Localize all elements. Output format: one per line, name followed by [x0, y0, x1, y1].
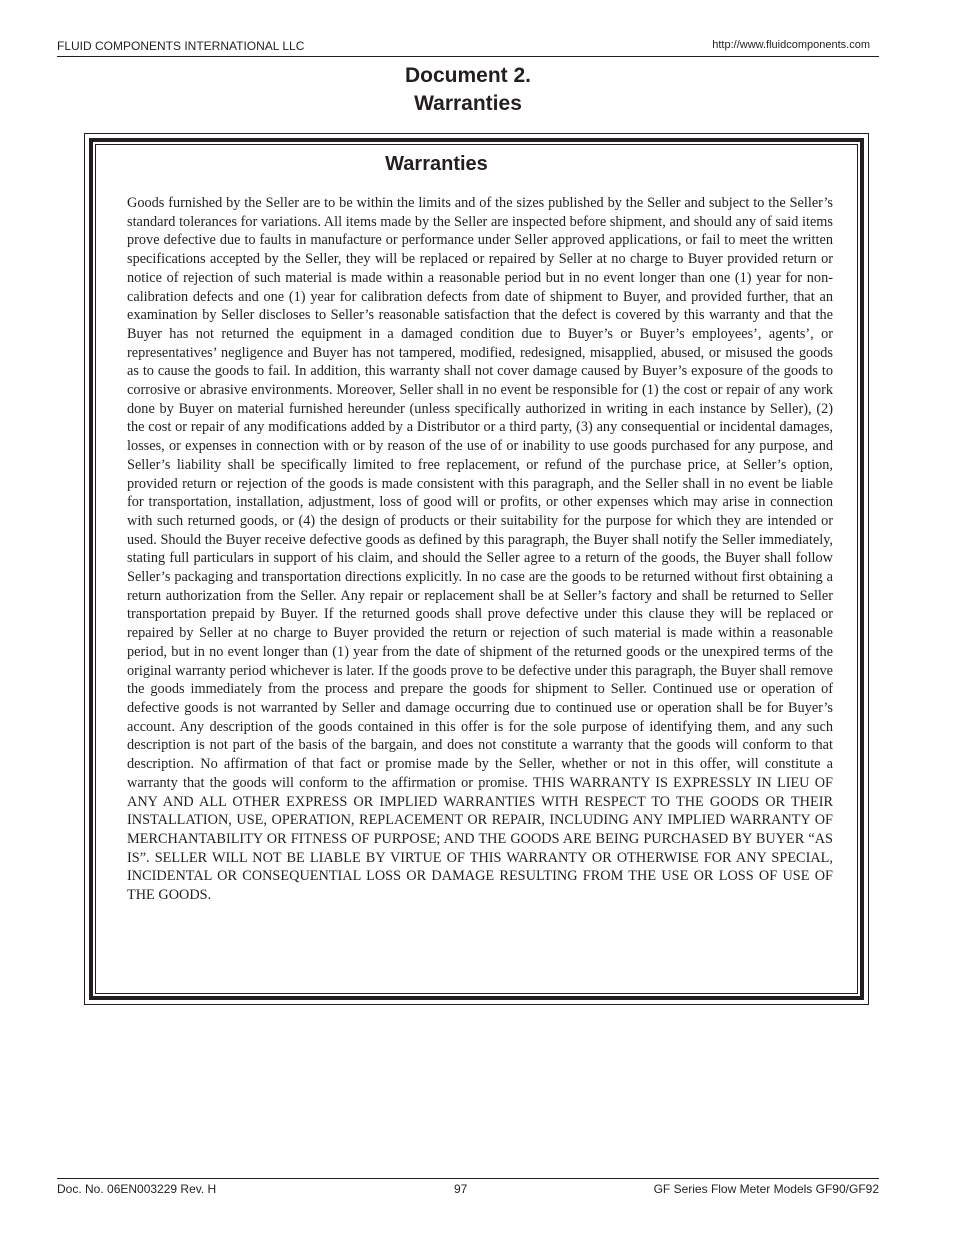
company-name: FLUID COMPONENTS INTERNATIONAL LLC: [57, 39, 305, 53]
page-header: [57, 38, 879, 57]
document-title: [0, 62, 936, 118]
document-title-line2: Warranties: [414, 92, 522, 115]
product-name: GF Series Flow Meter Models GF90/GF92: [653, 1182, 879, 1196]
page-footer: [57, 1178, 879, 1199]
document-title-line1: Document 2.: [404, 64, 532, 87]
company-url[interactable]: http://www.fluidcomponents.com: [712, 39, 870, 51]
page-number: 97: [454, 1182, 468, 1196]
warranty-body-text: Goods furnished by the Seller are to be within the limits and of the sizes published by the Seller and subject to the Seller’s standard tolerances for variations. All items made by the Seller are inspected before shipment, and should any of said items prove defective due to faults in manufacture or performance under Seller approved applications, or fail to meet the written specifications accepted by the Seller, they will be replaced or repaired by Seller at no charge to Buyer provided return or notice of rejection of such material is made within a reasonable period but in no event longer than one (1) year for non-calibration defects and one (1) year for calibration defects from date of shipment to Buyer, and provided further, that an examination by Seller discloses to Seller’s reasonable satisfaction that the defect is covered by this warranty and that the Buyer has not returned the equipment in a damaged condition due to Buyer’s or Buyer’s employees’, agents’, or representatives’ negligence and Buyer has not tampered, modified, redesigned, misapplied, abused, or misused the goods as to cause the goods to fail. In addition, this warranty shall not cover damage caused by Buyer’s exposure of the goods to corrosive or abrasive environments. Moreover, Seller shall in no event be responsible for (1) the cost or repair of any work done by Buyer on material furnished hereunder (unless specifically authorized in writing in each instance by Seller), (2) the cost or repair of any modifications added by a Distributor or a third party, (3) any consequential or incidental damages, losses, or expenses in connection with or by reason of the use of or inability to use goods purchased for any purpose, and Seller’s liability shall be specifically limited to free replacement, or refund of the purchase price, at Seller’s option, provided return or rejection of the goods is made consistent with this paragraph, and the Seller shall in no event be liable for transportation, installation, adjustment, loss of good will or profits, or other expenses which may arise in connection with such returned goods, or (4) the design of products or their suitability for the purpose for which they are intended or used. Should the Buyer receive defective goods as defined by this paragraph, the Buyer shall notify the Seller immediately, stating full particulars in support of his claim, and should the Seller agree to a return of the goods, the Buyer shall follow Seller’s packaging and transportation directions explicitly. In no case are the goods to be returned without first obtaining a return authorization from the Seller. Any repair or replacement shall be at Seller’s factory and shall be returned to Seller transportation prepaid by Buyer. If the returned goods shall prove defective under this clause they will be replaced or repaired by Seller at no charge to Buyer provided the return or rejection of such material is made within a reasonable period, but in no event longer than (1) year from the date of shipment of the returned goods or the unexpired terms of the original warranty period whichever is later. If the goods prove to be defective under this paragraph, the Buyer shall remove the goods immediately from the process and prepare the goods for shipment to Seller. Continued use or operation of defective goods is not warranted by Seller and damage occurring due to continued use or operation shall be for Buyer’s account. Any description of the goods contained in this offer is for the sole purpose of identifying them, and any such description is not part of the basis of the bargain, and does not constitute a warranty that the goods will conform to that description. No affirmation of that fact or promise made by the Seller, whether or not in this offer, will constitute a warranty that the goods will conform to the affirmation or promise. THIS WARRANTY IS EXPRESSLY IN LIEU OF ANY AND ALL OTHER EXPRESS OR IMPLIED WARRANTIES WITH RESPECT TO THE GOODS OR THEIR INSTALLATION, USE, OPERATION, REPLACEMENT OR REPAIR, INCLUDING ANY IMPLIED WARRANTY OF MERCHANTABILITY OR FITNESS OF PURPOSE; AND THE GOODS ARE BEING PURCHASED BY BUYER “AS IS”. SELLER WILL NOT BE LIABLE BY VIRTUE OF THIS WARRANTY OR OTHERWISE FOR ANY SPECIAL, INCIDENTAL OR CONSEQUENTIAL LOSS OR DAMAGE RESULTING FROM THE USE OR LOSS OF USE OF THE GOODS.: [127, 195, 833, 904]
doc-number: Doc. No. 06EN003229 Rev. H: [57, 1182, 217, 1196]
section-heading: Warranties: [385, 153, 488, 175]
